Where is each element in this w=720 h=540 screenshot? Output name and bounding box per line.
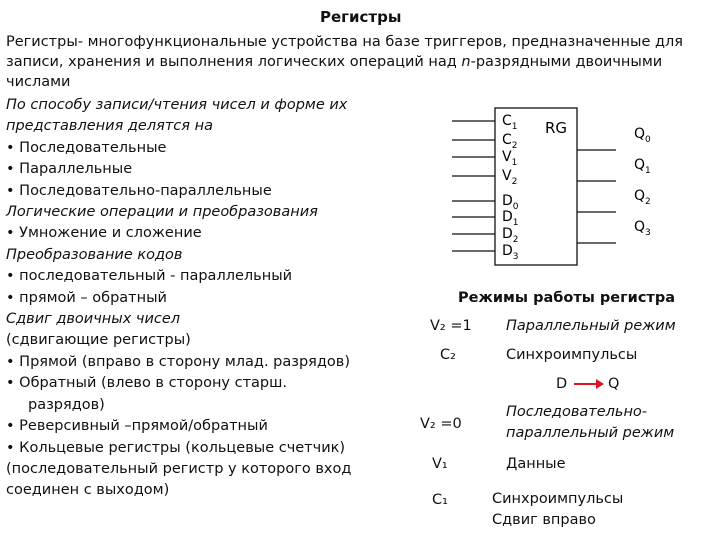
- classification-line: • Кольцевые регистры (кольцевые счетчик): [6, 439, 346, 456]
- classification-line: • Реверсивный –прямой/обратный: [6, 418, 268, 435]
- intro-text-post: -разрядными двоичными числами: [6, 54, 663, 90]
- classification-line: соединен с выходом): [6, 482, 170, 499]
- classification-line: • Последовательно-параллельные: [6, 182, 272, 199]
- classification-line: • последовательный - параллельный: [6, 268, 293, 285]
- serial-parallel-mode-line1: Последовательно-: [506, 404, 648, 420]
- shift-right-label: Сдвиг вправо: [492, 512, 596, 528]
- page-title: Регистры: [320, 8, 402, 26]
- red-arrow-icon: [572, 376, 606, 392]
- classification-line: • Обратный (влево в сторону старш.: [6, 375, 288, 392]
- input-pin-label: $D_3$: [502, 243, 519, 262]
- input-pin-label: $D_2$: [502, 226, 519, 245]
- mode-c1-label: C₁: [432, 492, 448, 508]
- output-pin-label: $Q_3$: [634, 219, 651, 238]
- intro-n-variable: n: [461, 54, 471, 70]
- classification-line: представления делятся на: [6, 118, 213, 135]
- classification-line: разрядов): [28, 396, 105, 413]
- output-pin-label: $Q_0$: [634, 126, 651, 145]
- output-pin-label: $Q_2$: [634, 188, 651, 207]
- classification-line: • Параллельные: [6, 161, 133, 178]
- mode-v2-1-label: V₂ =1: [430, 318, 472, 334]
- sync-pulses-label-1: Синхроимпульсы: [506, 347, 638, 363]
- classification-line: Логические операции и преобразования: [6, 204, 318, 221]
- mode-c2-label: C₂: [440, 347, 456, 363]
- input-pin-label: $C_2$: [502, 132, 518, 151]
- classification-line: • Прямой (вправо в сторону млад. разрядов): [6, 353, 350, 370]
- mode-v1-label: V₁: [432, 456, 448, 472]
- parallel-mode-label: Параллельный режим: [506, 318, 676, 334]
- data-label: Данные: [506, 456, 566, 472]
- output-pin-label: $Q_1$: [634, 157, 651, 176]
- register-box-label: RG: [545, 119, 568, 137]
- classification-line: • прямой – обратный: [6, 289, 167, 306]
- input-pin-label: $C_1$: [502, 113, 518, 132]
- classification-line: • Последовательные: [6, 139, 167, 156]
- classification-line: • Умножение и сложение: [6, 225, 202, 242]
- classification-line: (последовательный регистр у которого вход: [6, 460, 352, 477]
- sync-pulses-label-2: Синхроимпульсы: [492, 491, 624, 507]
- arrow-from-label: D: [556, 376, 568, 392]
- classification-line: Сдвиг двоичных чисел: [6, 311, 181, 328]
- mode-v2-0-label: V₂ =0: [420, 416, 462, 432]
- classification-line: По способу записи/чтения чисел и форме их: [6, 97, 348, 113]
- input-pin-label: $V_2$: [502, 168, 518, 187]
- arrow-to-label: Q: [608, 376, 620, 392]
- intro-text-pre: Регистры- многофункциональные устройства на базе триггеров, предназначенные для записи, хранения и выполнения логических операций над: [6, 34, 684, 70]
- input-pin-label: $V_1$: [502, 149, 518, 168]
- classification-line: (сдвигающие регистры): [6, 332, 191, 349]
- input-pin-label: $D_1$: [502, 209, 519, 228]
- serial-parallel-mode-line2: параллельный режим: [506, 425, 675, 441]
- classification-line: Преобразование кодов: [6, 246, 183, 263]
- input-pin-label: $D_0$: [502, 193, 519, 212]
- modes-heading: Режимы работы регистра: [458, 290, 675, 306]
